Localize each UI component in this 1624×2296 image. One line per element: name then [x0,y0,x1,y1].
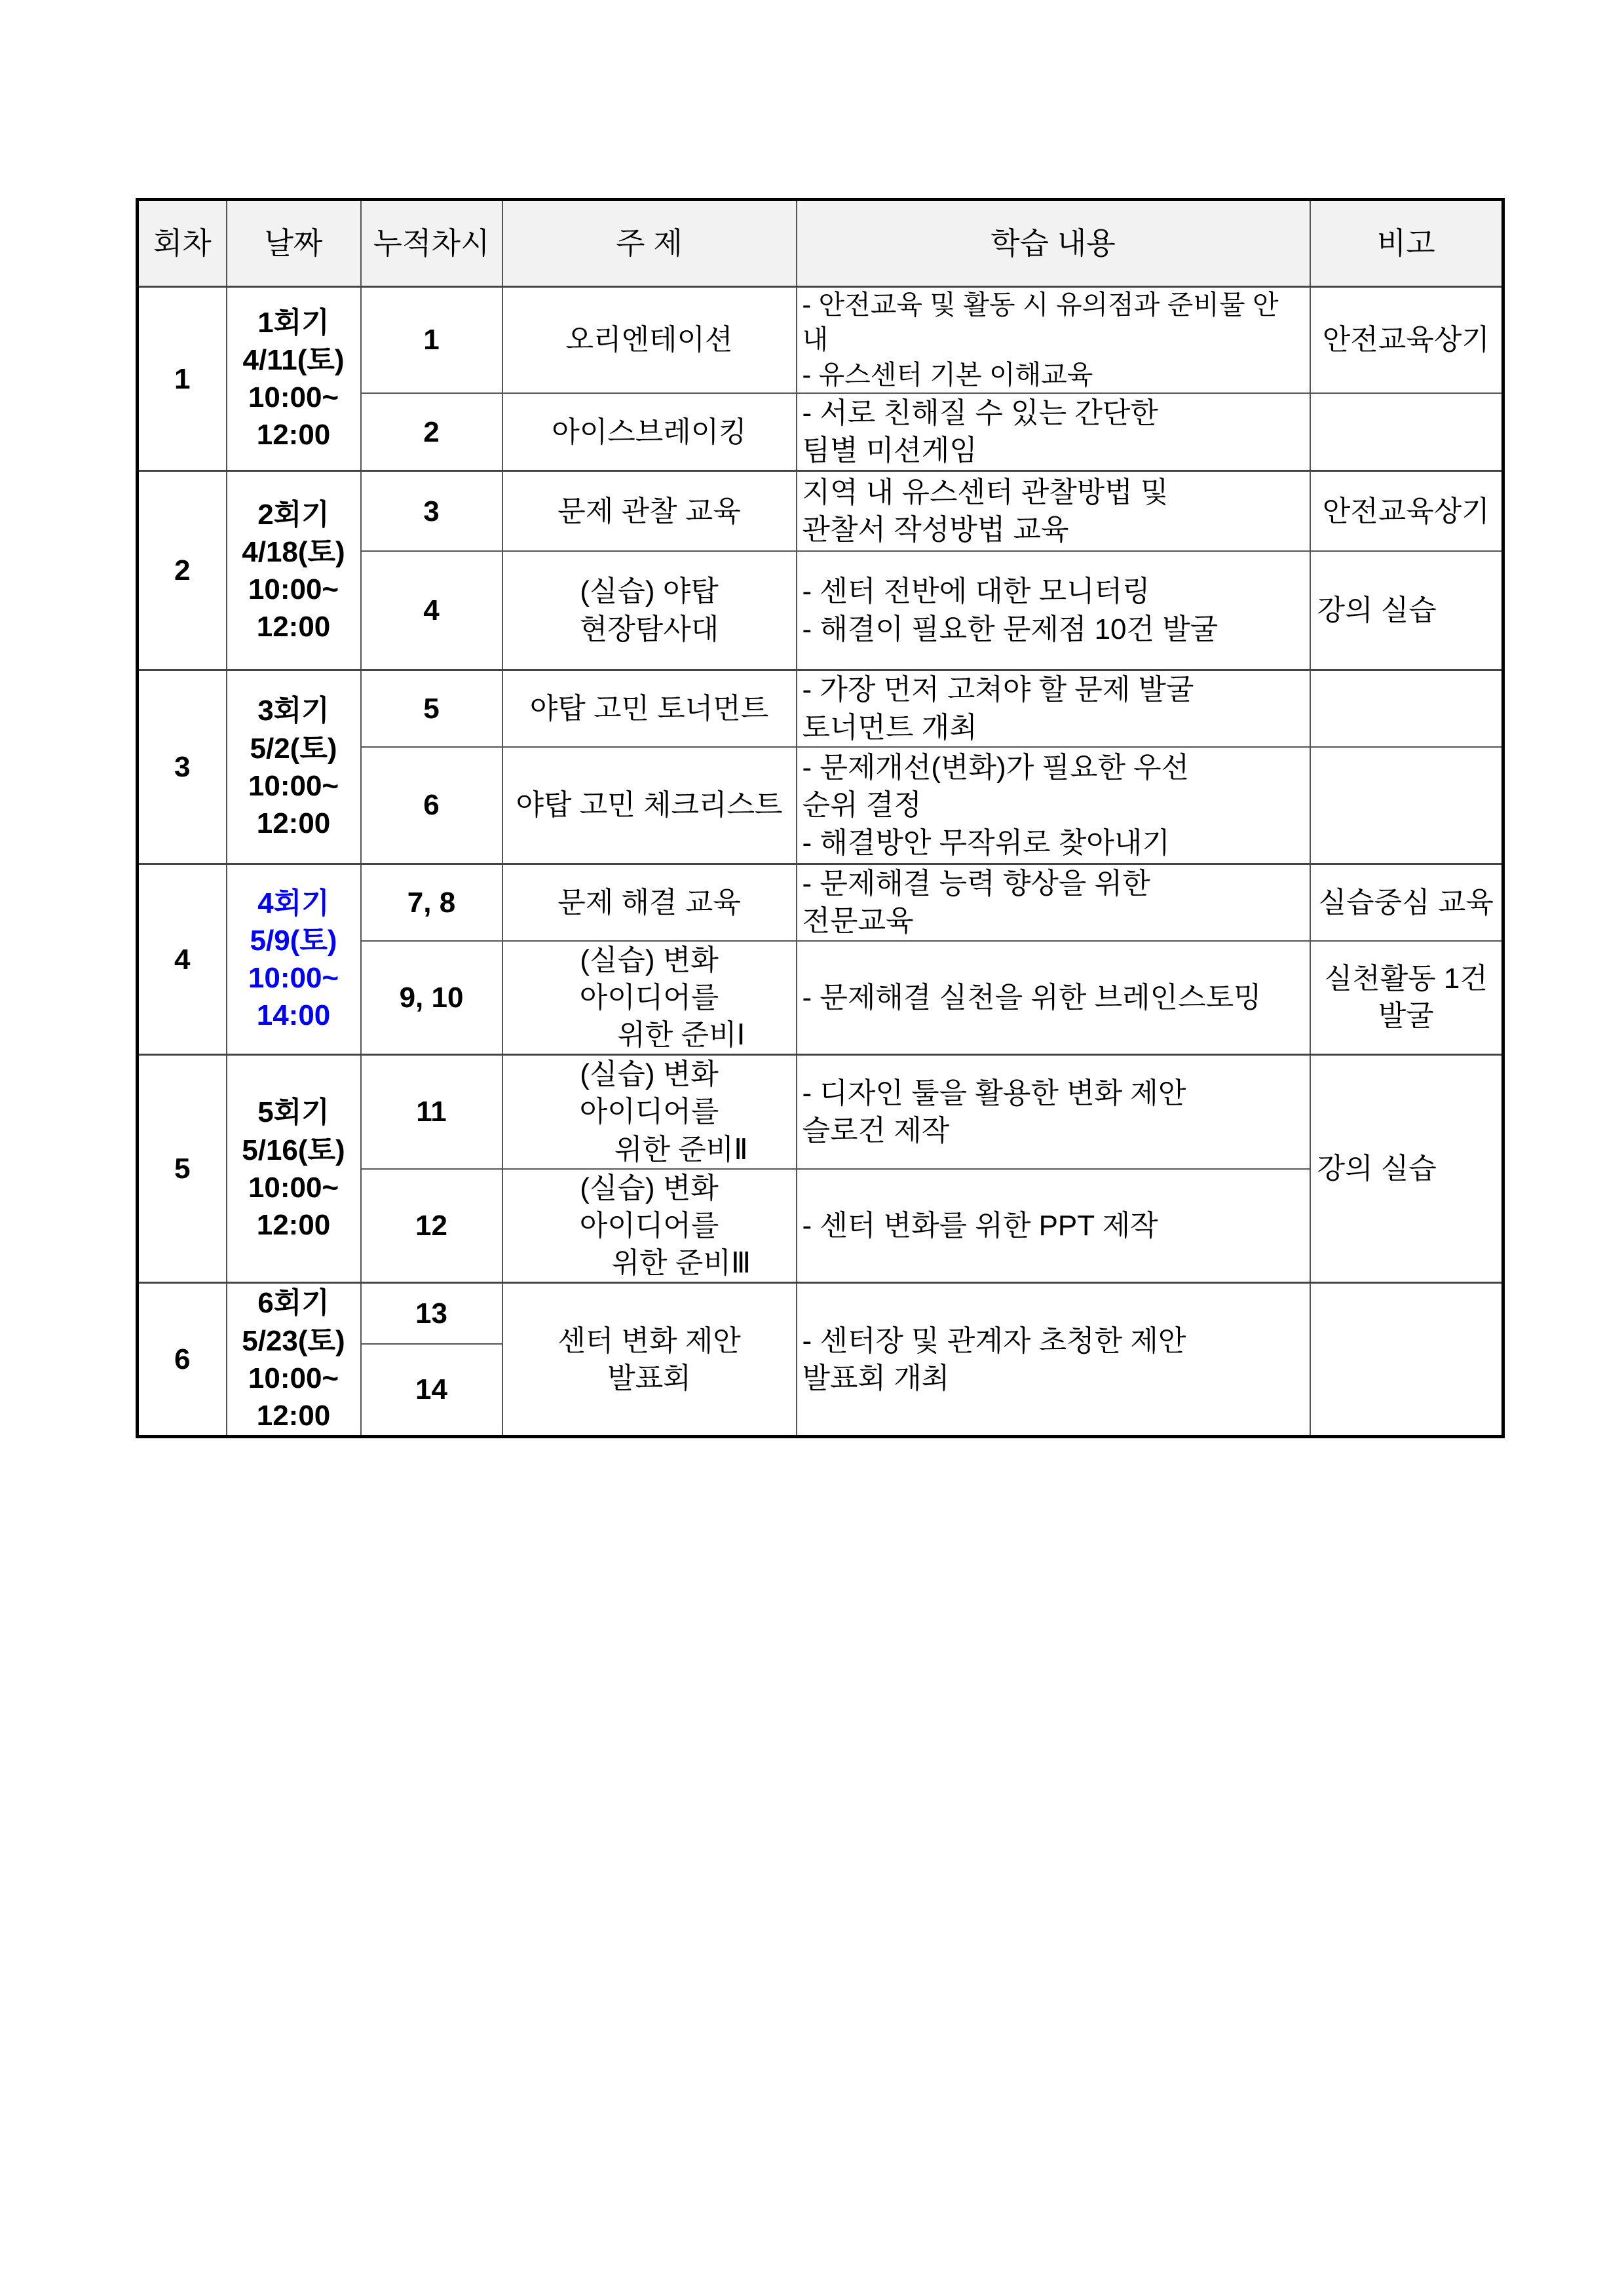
topic-cell: 야탑 고민 체크리스트 [502,747,797,864]
topic-cell: (실습) 야탑 현장탐사대 [502,551,797,670]
topic-cell: 오리엔테이션 [502,287,797,393]
note-cell: 실천활동 1건 발굴 [1310,941,1503,1055]
content-cell: - 가장 먼저 고쳐야 할 문제 발굴 토너먼트 개최 [797,670,1310,747]
session-number: 4 [138,864,227,1055]
hour-cell: 13 [361,1283,502,1344]
table-row [138,670,1503,747]
content-cell: - 문제해결 실천을 위한 브레인스토밍 [797,941,1310,1055]
table-row [138,287,1503,393]
content-cell: 지역 내 유스센터 관찰방법 및 관찰서 작성방법 교육 [797,471,1310,551]
hour-cell: 14 [361,1344,502,1437]
content-cell: - 디자인 툴을 활용한 변화 제안 슬로건 제작 [797,1055,1310,1169]
table-row [138,1055,1503,1169]
topic-cell: 문제 관찰 교육 [502,471,797,551]
note-cell [1310,1283,1503,1437]
hour-cell: 12 [361,1169,502,1283]
header-note: 비고 [1310,200,1503,287]
table-row [138,471,1503,551]
table-row [138,1283,1503,1344]
session-number: 3 [138,670,227,864]
hour-cell: 3 [361,471,502,551]
session-date: 4회기 5/9(토) 10:00~ 14:00 [227,864,361,1055]
session-date: 1회기 4/11(토) 10:00~ 12:00 [227,287,361,471]
topic-cell: 야탑 고민 토너먼트 [502,670,797,747]
content-cell: - 서로 친해질 수 있는 간단한 팀별 미션게임 [797,393,1310,471]
session-date: 2회기 4/18(토) 10:00~ 12:00 [227,471,361,670]
session-date: 5회기 5/16(토) 10:00~ 12:00 [227,1055,361,1283]
content-cell: - 센터장 및 관계자 초청한 제안 발표회 개최 [797,1283,1310,1437]
session-date: 3회기 5/2(토) 10:00~ 12:00 [227,670,361,864]
hour-cell: 9, 10 [361,941,502,1055]
header-session: 회차 [138,200,227,287]
hour-cell: 7, 8 [361,864,502,941]
topic-cell: 아이스브레이킹 [502,393,797,471]
hour-cell: 1 [361,287,502,393]
content-cell: - 센터 변화를 위한 PPT 제작 [797,1169,1310,1283]
header-row [138,200,1503,287]
hour-cell: 11 [361,1055,502,1169]
schedule-table [136,198,1505,1438]
session-date: 6회기 5/23(토) 10:00~ 12:00 [227,1283,361,1437]
session-number: 1 [138,287,227,471]
hour-cell: 2 [361,393,502,471]
note-cell: 강의 실습 [1310,1055,1503,1283]
topic-cell: (실습) 변화 아이디어를 위한 준비Ⅰ [502,941,797,1055]
note-cell [1310,670,1503,747]
note-cell: 강의 실습 [1310,551,1503,670]
hour-cell: 5 [361,670,502,747]
hour-cell: 6 [361,747,502,864]
content-cell: - 문제해결 능력 향상을 위한 전문교육 [797,864,1310,941]
topic-cell: 문제 해결 교육 [502,864,797,941]
note-cell: 안전교육상기 [1310,471,1503,551]
session-number: 2 [138,471,227,670]
note-cell [1310,393,1503,471]
topic-cell: (실습) 변화 아이디어를 위한 준비Ⅱ [502,1055,797,1169]
header-hours: 누적차시 [361,200,502,287]
session-number: 5 [138,1055,227,1283]
table-row [138,864,1503,941]
topic-cell: (실습) 변화 아이디어를 위한 준비Ⅲ [502,1169,797,1283]
topic-cell: 센터 변화 제안 발표회 [502,1283,797,1437]
session-number: 6 [138,1283,227,1437]
header-date: 날짜 [227,200,361,287]
note-cell: 안전교육상기 [1310,287,1503,393]
note-cell: 실습중심 교육 [1310,864,1503,941]
hour-cell: 4 [361,551,502,670]
header-content: 학습 내용 [797,200,1310,287]
header-topic: 주 제 [502,200,797,287]
content-cell: - 센터 전반에 대한 모니터링 - 해결이 필요한 문제점 10건 발굴 [797,551,1310,670]
content-cell: - 문제개선(변화)가 필요한 우선 순위 결정 - 해결방안 무작위로 찾아내기 [797,747,1310,864]
content-cell: - 안전교육 및 활동 시 유의점과 준비물 안내 - 유스센터 기본 이해교육 [797,287,1310,393]
note-cell [1310,747,1503,864]
